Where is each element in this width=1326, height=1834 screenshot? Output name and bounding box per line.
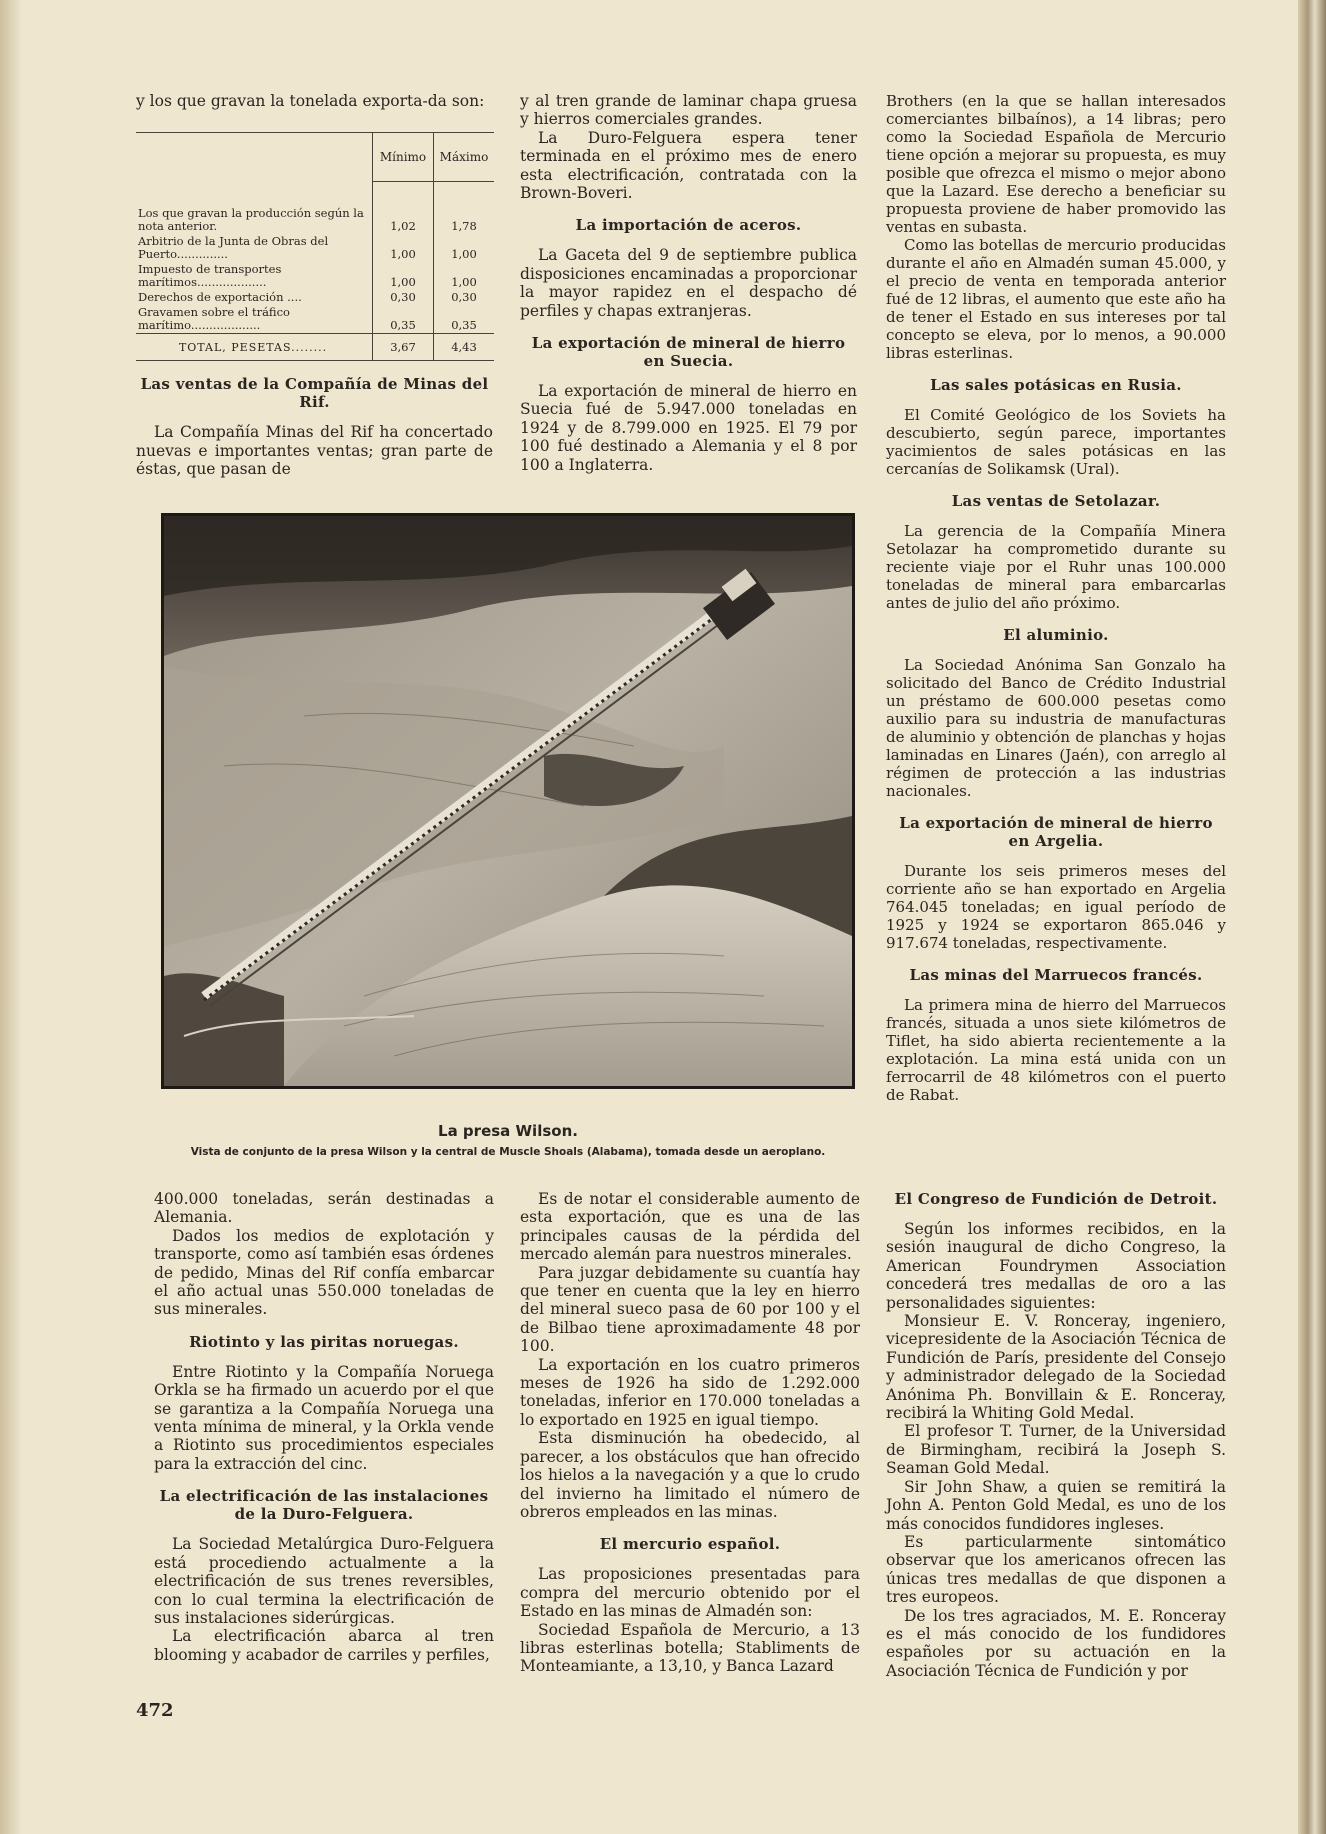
row-label: Derechos de exportación .... xyxy=(138,290,302,305)
paragraph: Es de notar el considerable aumento de esta exportación, que es una de las principales causas de la pérdida del mercado alemán para nuestros minerales. xyxy=(520,1190,860,1264)
paragraph: La exportación de mineral de hierro en Suecia fué de 5.947.000 toneladas en 1924 y de 8.799.000 en 1925. El 79 por 100 fué destinado a Alemania y el 8 por 100 a Inglaterra. xyxy=(520,382,857,474)
table-total-row xyxy=(136,334,494,361)
paragraph: Es particularmente sintomático observar que los americanos ofrecen las únicas tres medallas de que disponen a tres europeos. xyxy=(886,1532,1226,1607)
row-min: 0,35 xyxy=(373,305,434,334)
column-2 xyxy=(520,92,857,474)
row-label: Arbitrio de la Junta de Obras del Puerto.............. xyxy=(138,234,329,262)
section-heading: El Congreso de Fundición de Detroit. xyxy=(894,1190,1218,1208)
photo-caption: Vista de conjunto de la presa Wilson y la central de Muscle Shoals (Alabama), tomada desde un aeroplano. xyxy=(190,1146,826,1158)
paragraph: Como las botellas de mercurio producidas durante el año en Almadén suman 45.000, y el precio de venta en temporada anterior fué de 12 libras, el aumento que este año ha de tener el Estado en sus intereses por tal concepto se eleva, por lo menos, a 90.000 libras esterlinas. xyxy=(886,236,1226,362)
paragraph: La primera mina de hierro del Marruecos francés, situada a unos siete kilómetros de Tiflet, ha sido abierta recientemente a la explotación. La mina está unida con un ferrocarril de 48 kilómetros con el puerto de Rabat. xyxy=(886,996,1226,1104)
row-max: 1,00 xyxy=(434,262,495,290)
row-min: 1,00 xyxy=(373,234,434,262)
tax-table xyxy=(136,132,494,361)
intro-text: y los que gravan la tonelada exporta-da son: xyxy=(136,92,485,110)
row-min: 1,00 xyxy=(373,262,434,290)
section-heading: Las minas del Marruecos francés. xyxy=(909,966,1203,984)
paragraph: De los tres agraciados, M. E. Ronceray es el más conocido de los fundidores españoles por su actuación en la Asociación Técnica de Fundición y por xyxy=(886,1606,1226,1680)
paragraph: La exportación en los cuatro primeros meses de 1926 ha sido de 1.292.000 toneladas, inferior en 170.000 toneladas a lo exportado en 1925 en igual tiempo. xyxy=(520,1355,860,1429)
row-min: 1,02 xyxy=(373,206,434,234)
paragraph: y al tren grande de laminar chapa gruesa y hierros comerciales grandes. xyxy=(520,92,857,129)
paragraph: La Gaceta del 9 de septiembre publica disposiciones encaminadas a proporcionar la mayor rapidez en el despacho dé perfiles y chapas extranjeras. xyxy=(520,246,857,320)
section-heading: La exportación de mineral de hierro en Suecia. xyxy=(531,334,846,371)
paragraph: La Duro-Felguera espera tener terminada en el próximo mes de enero esta electrificación, contratada con la Brown-Boveri. xyxy=(520,128,857,203)
paragraph: Dados los medios de explotación y transporte, como así también esas órdenes de pedido, Minas del Rif confía embarcar el año actual unas 550.000 toneladas de sus minerales. xyxy=(154,1226,494,1319)
row-max: 0,30 xyxy=(434,290,495,305)
paragraph: La electrificación abarca al tren blooming y acabador de carriles y perfiles, xyxy=(154,1627,494,1664)
paragraph: La Sociedad Metalúrgica Duro-Felguera está procediendo actualmente a la electrificación de sus trenes reversibles, con lo cual termina la electrificación de sus instalaciones siderúrgicas. xyxy=(154,1535,494,1627)
section-heading: Las sales potásicas en Rusia. xyxy=(930,376,1182,394)
row-label: Gravamen sobre el tráfico marítimo................... xyxy=(138,305,290,333)
paragraph: El Comité Geológico de los Soviets ha descubierto, según parece, importantes yacimientos de sales potásicas en las cercanías de Solikamsk (Ural). xyxy=(886,406,1226,478)
paragraph: Según los informes recibidos, en la sesión inaugural de dicho Congreso, la American Foundrymen Association concederá tres medallas de oro a las personalidades siguientes: xyxy=(886,1220,1226,1312)
total-label: TOTAL, PESETAS........ xyxy=(136,334,373,361)
table-row xyxy=(136,290,494,305)
photo-title: La presa Wilson. xyxy=(438,1122,578,1140)
section-heading: Las ventas de Setolazar. xyxy=(951,492,1161,510)
paragraph: Para juzgar debidamente su cuantía hay que tener en cuenta que la ley en hierro del mineral sueco pasa de 60 por 100 y el de Bilbao tiene aproximadamente 48 por 100. xyxy=(520,1263,860,1356)
column-3 xyxy=(886,92,1226,1104)
paragraph: La Sociedad Anónima San Gonzalo ha solicitado del Banco de Crédito Industrial un préstamo de 600.000 pesetas como auxilio para su industria de manufacturas de aluminio y obtención de planchas y hojas laminadas en Linares (Jaén), con arreglo al régimen de protección a las industrias nacionales. xyxy=(886,656,1226,800)
row-label: Los que gravan la producción según la nota anterior. xyxy=(138,206,364,234)
dam-aerial-image xyxy=(164,516,852,1086)
dam-photograph xyxy=(161,513,855,1089)
paragraph: Brothers (en la que se hallan interesados comerciantes bilbaínos), a 14 libras; pero como la Sociedad Española de Mercurio tiene opción a mejorar su propuesta, es muy posible que ofrezca el mismo o mejor abono que la Lazard. Ese derecho a beneficiar su propuesta proviene de haber promovido las ventas en subasta. xyxy=(886,92,1226,236)
row-max: 1,78 xyxy=(434,206,495,234)
row-min: 0,30 xyxy=(373,290,434,305)
paragraph: Durante los seis primeros meses del corriente año se han exportado en Argelia 764.045 toneladas; en igual período de 1925 y 1924 se exportaron 865.046 y 917.674 toneladas, respectivamente. xyxy=(886,862,1226,952)
section-heading: La electrificación de las instalaciones de la Duro-Felguera. xyxy=(159,1487,489,1524)
table-row xyxy=(136,262,494,290)
row-max: 0,35 xyxy=(434,305,495,334)
table-row xyxy=(136,234,494,262)
section-heading: La importación de aceros. xyxy=(575,216,802,235)
paragraph: La gerencia de la Compañía Minera Setolazar ha comprometido durante su reciente viaje por el Ruhr unas 100.000 toneladas de mineral para embarcarlas antes de julio del año próximo. xyxy=(886,522,1226,612)
column-4 xyxy=(154,1190,494,1664)
page-edge-left xyxy=(0,0,22,1834)
paragraph: Sir John Shaw, a quien se remitirá la John A. Penton Gold Medal, es uno de los más conocidos fundidores ingleses. xyxy=(886,1477,1226,1533)
paragraph: Esta disminución ha obedecido, al parecer, a los obstáculos que han ofrecido los hielos a la navegación y a que lo crudo del invierno ha limitado el número de obreros empleados en las minas. xyxy=(520,1429,860,1521)
paragraph: La Compañía Minas del Rif ha concertado nuevas e importantes ventas; gran parte de éstas, que pasan de xyxy=(136,423,493,479)
paragraph: El profesor T. Turner, de la Universidad de Birmingham, recibirá la Joseph S. Seaman Gold Medal. xyxy=(886,1422,1226,1478)
section-heading: Riotinto y las piritas noruegas. xyxy=(189,1332,459,1351)
section-heading: Las ventas de la Compañía de Minas del Rif. xyxy=(140,375,489,412)
paragraph: Monsieur E. V. Ronceray, ingeniero, vicepresidente de la Asociación Técnica de Fundición de París, presidente del Consejo y administrador delegado de la Sociedad Anónima Ph. Bonvillain & E. Ronceray, recibirá la Whiting Gold Medal. xyxy=(886,1312,1226,1423)
table-header-min: Mínimo xyxy=(373,133,434,182)
page-number: 472 xyxy=(136,1700,174,1721)
section-heading: La exportación de mineral de hierro en Argelia. xyxy=(899,814,1213,850)
row-max: 1,00 xyxy=(434,234,495,262)
table-header-max: Máximo xyxy=(434,133,495,182)
column-1 xyxy=(136,92,493,479)
paragraph: 400.000 toneladas, serán destinadas a Alemania. xyxy=(154,1190,494,1227)
table-header-blank xyxy=(136,133,373,182)
section-heading: El aluminio. xyxy=(1003,626,1109,644)
row-label: Impuesto de transportes marítimos................... xyxy=(138,262,282,290)
paragraph: Sociedad Española de Mercurio, a 13 libras esterlinas botella; Stabliments de Monteamiante, a 13,10, y Banca Lazard xyxy=(520,1620,860,1676)
total-max: 4,43 xyxy=(434,334,495,361)
book-spine xyxy=(1298,0,1326,1834)
paragraph: Las proposiciones presentadas para compra del mercurio obtenido por el Estado en las minas de Almadén son: xyxy=(520,1565,860,1621)
column-5 xyxy=(520,1190,860,1676)
total-min: 3,67 xyxy=(373,334,434,361)
table-row xyxy=(136,206,494,234)
column-6 xyxy=(886,1190,1226,1680)
table-row xyxy=(136,305,494,334)
paragraph: Entre Riotinto y la Compañía Noruega Orkla se ha firmado un acuerdo por el que se garantiza a la Compañía Noruega una venta mínima de mineral, y la Orkla vende a Riotinto sus procedimientos especiales para la extracción del cinc. xyxy=(154,1362,494,1473)
section-heading: El mercurio español. xyxy=(599,1535,781,1554)
